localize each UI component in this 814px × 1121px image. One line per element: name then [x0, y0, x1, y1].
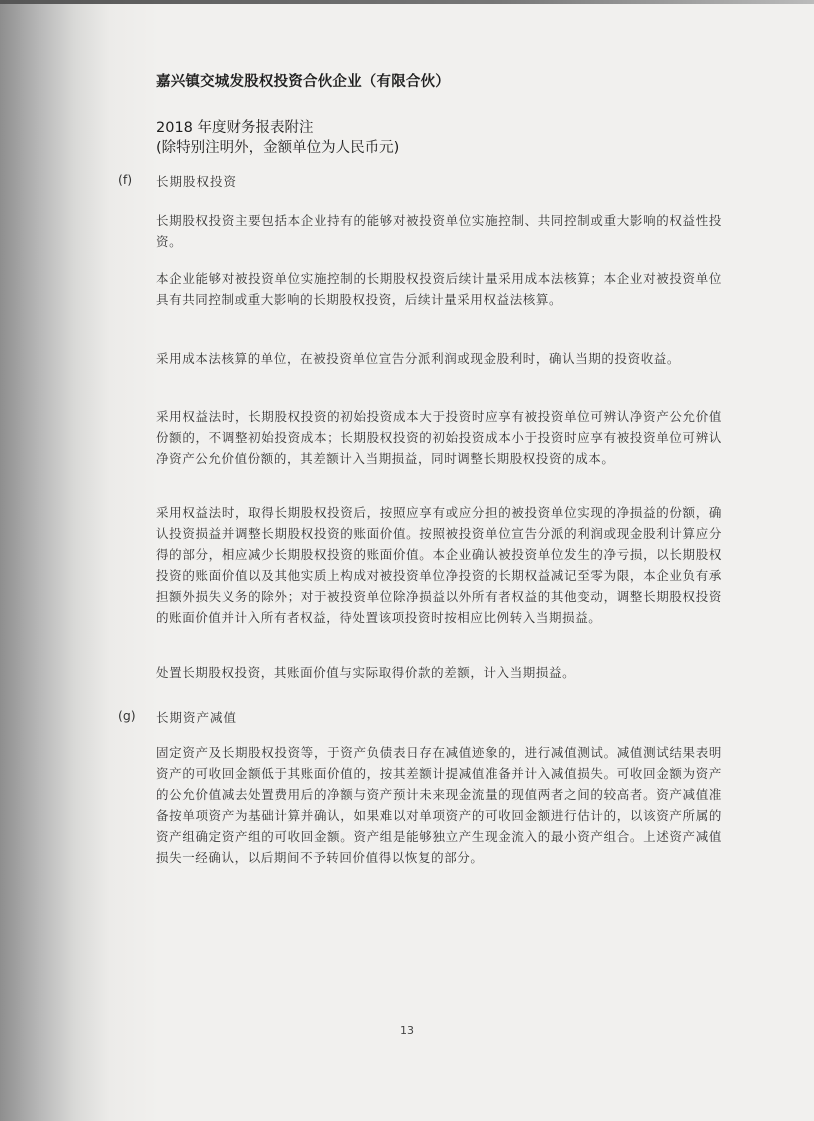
- company-name: 嘉兴镇交城发股权投资合伙企业（有限合伙）: [156, 74, 450, 90]
- section-g-paragraph-1: 固定资产及长期股权投资等，于资产负债表日存在减值迹象的，进行减值测试。减值测试结果表明资产的可收回金额低于其账面价值的，按其差额计提减值准备并计入减值损失。可收回金额为资产的公允价值减去处置费用后的净额与资产预计未来现金流量的现值两者之间的较高者。资产减值准备按单项资产为基础计算并确认，如果难以对单项资产的可收回金额进行估计的，以该资产所属的资产组确定资产组的可收回金额。资产组是能够独立产生现金流入的最小资产组合。上述资产减值损失一经确认，以后期间不予转回价值得以恢复的部分。: [156, 745, 722, 865]
- section-f-paragraph-3: 采用成本法核算的单位，在被投资单位宣告分派利润或现金股利时，确认当期的投资收益。: [156, 351, 681, 366]
- section-f-paragraph-4: 采用权益法时，长期股权投资的初始投资成本大于投资时应享有被投资单位可辨认净资产公允价值份额的，不调整初始投资成本；长期股权投资的初始投资成本小于投资时应享有被投资单位可辨认净资产公允价值份额的，其差额计入当期损益，同时调整长期股权投资的成本。: [156, 409, 722, 466]
- section-f-heading: 长期股权投资: [156, 174, 238, 189]
- section-f-paragraph-5: 采用权益法时，取得长期股权投资后，按照应享有或应分担的被投资单位实现的净损益的份额，确认投资损益并调整长期股权投资的账面价值。按照被投资单位宣告分派的利润或现金股利计算应分得的部分，相应减少长期股权投资的账面价值。本企业确认被投资单位发生的净亏损，以长期股权投资的账面价值以及其他实质上构成对被投资单位净投资的长期权益减记至零为限，本企业负有承担额外损失义务的除外；对于被投资单位除净损益以外所有者权益的其他变动，调整长期股权投资的账面价值并计入所有者权益，待处置该项投资时按相应比例转入当期损益。: [156, 505, 722, 625]
- section-f-paragraph-2: 本企业能够对被投资单位实施控制的长期股权投资后续计量采用成本法核算；本企业对被投资单位具有共同控制或重大影响的长期股权投资，后续计量采用权益法核算。: [156, 271, 722, 307]
- section-f-paragraph-6: 处置长期股权投资，其账面价值与实际取得价款的差额，计入当期损益。: [156, 665, 576, 680]
- section-f-paragraph-1: 长期股权投资主要包括本企业持有的能够对被投资单位实施控制、共同控制或重大影响的权益性投资。: [156, 213, 722, 249]
- section-g-label: (g): [118, 708, 136, 723]
- report-title: 2018 年度财务报表附注: [156, 120, 314, 136]
- section-f-label: (f): [118, 172, 133, 187]
- report-subtitle: (除特别注明外，金额单位为人民币元): [156, 140, 400, 156]
- scan-edge: [0, 0, 814, 4]
- page-number: 13: [400, 1024, 414, 1037]
- document-header: [156, 70, 756, 158]
- section-g-heading: 长期资产减值: [156, 710, 238, 725]
